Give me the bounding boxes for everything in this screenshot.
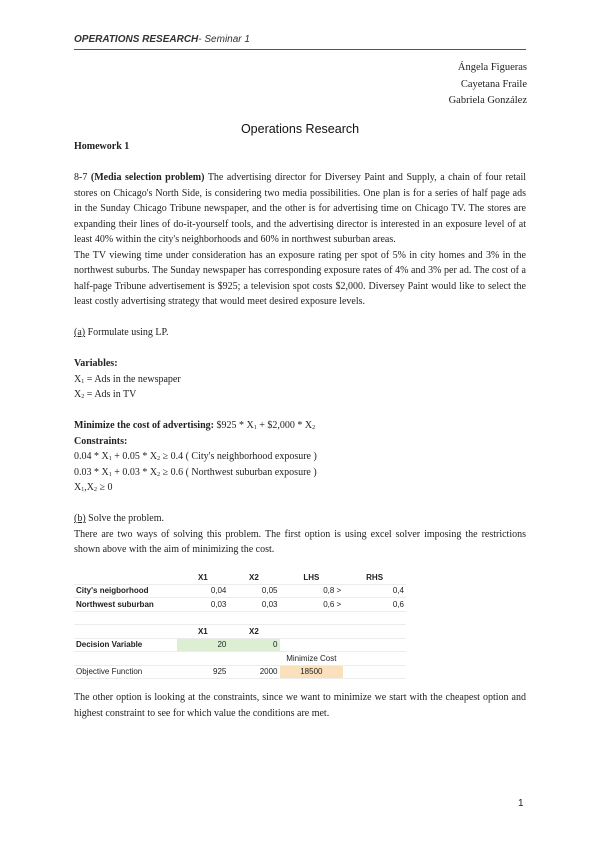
solver-spreadsheet — [74, 571, 406, 679]
author-1: Ángela Figueras — [457, 62, 527, 73]
homework-heading: Homework 1 — [74, 141, 130, 152]
sheet-col-x2: X2 — [228, 571, 279, 584]
sheet-row — [74, 584, 406, 598]
author-3: Gabriela González — [448, 95, 527, 106]
part-a — [74, 325, 526, 341]
sheet-row-label: City's neigborhood — [74, 584, 177, 598]
decision-variable-label: Decision Variable — [74, 638, 177, 652]
minimize-cost-label: Minimize Cost — [280, 652, 344, 666]
document-title: Operations Research — [240, 122, 360, 136]
sheet-row — [74, 598, 406, 612]
problem-text-2: The TV viewing time under consideration has an exposure rating per spot of 5% in city homes and 3% in the northwest suburbs. The Sunday newspaper has corresponding exposure rates of 4% and 3% per ad. The cost of a half-page Tribune advertisement is $925; a television spot costs $2,000. Diversey Paint would like to select the least costly advertising strategy that would meet desired exposure levels. — [74, 249, 526, 307]
sheet-cell: 0,6 — [343, 598, 406, 612]
decision-x2-cell: 0 — [228, 638, 279, 652]
course-name: OPERATIONS RESEARCH — [74, 34, 199, 45]
running-header — [74, 34, 250, 45]
part-b-label: (b) — [74, 513, 86, 524]
decision-x1-cell: 20 — [177, 638, 228, 652]
objective-x1-cell: 925 — [177, 665, 228, 679]
sheet-col-lhs: LHS — [280, 571, 344, 584]
problem-number: 8-7 — [74, 172, 88, 183]
objective-value-cell: 18500 — [280, 665, 344, 679]
closing-section — [74, 690, 526, 721]
part-b-paragraph: There are two ways of solving this problem. The first option is using excel solver imposing the restrictions shown above with the aim of minimizing the cost. — [74, 528, 526, 555]
constraint-1: $0.04 * X_1 + 0.05 * X_2 \ge 0.4$ ( City's neighborhood exposure ) — [74, 451, 317, 462]
sheet-header-row-2 — [74, 625, 406, 639]
objective-function: Minimize the cost of advertising: $925 * $X_1$ + $2,000 * $X_2$ — [74, 420, 316, 431]
sheet-row-label: Northwest suburban — [74, 598, 177, 612]
constraint-2: $0.03 * X_1 + 0.03 * X_2 \ge 0.6$ ( Northwest suburban exposure ) — [74, 466, 317, 478]
sheet-objective-row — [74, 665, 406, 679]
part-a-text: Formulate using LP. — [85, 327, 169, 338]
part-b-paragraph-2: The other option is looking at the constraints, since we want to minimize we start with the cheapest option and highest constraint to see for which value the conditions are met. — [74, 692, 526, 719]
problem-statement — [74, 170, 526, 248]
objective-function-label: Objective Function — [74, 665, 177, 679]
seminar-label: - Seminar 1 — [198, 34, 250, 45]
sheet-cell: 0,4 — [343, 584, 406, 598]
sheet-cell: 0,05 — [228, 584, 279, 598]
problem-heading: (Media selection problem) — [90, 172, 205, 183]
page-number: 1 — [518, 798, 524, 809]
sheet-cell: 0,03 — [228, 598, 279, 612]
sheet-cell: 0,03 — [177, 598, 228, 612]
author-list — [449, 60, 527, 110]
sheet-cell: 0,6 > — [280, 598, 344, 612]
sheet-col-rhs: RHS — [343, 571, 406, 584]
document-body — [74, 139, 526, 558]
variable-x1: $X_1$ = Ads in the newspaper — [74, 373, 181, 385]
sheet-col-x2: X2 — [228, 625, 279, 639]
sheet-col-x1: X1 — [177, 571, 228, 584]
objective-heading: Minimize the cost of advertising: — [74, 420, 214, 431]
constraints-heading: Constraints: — [74, 435, 128, 447]
sheet-cell: 0,8 > — [280, 584, 344, 598]
problem-text: The advertising director for Diversey Paint and Supply, a chain of four retail stores on Chicago's North Side, is considering two media possibilities. One plan is for a series of half page ads in the Sunday Chicago Tribune newspaper, and the other is for advertising time on Chicago TV. The stores are expanding their lines of do-it-yourself tools, and the advertising director is interested in an exposure level of at least 40% within the city's neighborhoods and 60% in northwest suburban areas. — [74, 172, 527, 245]
part-a-label: (a) — [74, 327, 86, 338]
variable-x2: $X_2$ = Ads in TV — [74, 389, 137, 400]
sheet-header-row — [74, 571, 406, 584]
part-b-text: Solve the problem. — [85, 513, 164, 524]
sheet-decision-row — [74, 638, 406, 652]
sheet-cell: 0,04 — [177, 584, 228, 598]
objective-x2-cell: 2000 — [228, 665, 279, 679]
part-b — [74, 511, 526, 527]
constraint-3: $X_1,X_2 \ge 0$ — [74, 482, 113, 493]
sheet-col-x1: X1 — [177, 625, 228, 639]
header-divider — [74, 49, 526, 50]
variables-heading: Variables: — [74, 358, 118, 369]
sheet-minimize-row — [74, 652, 406, 666]
author-2: Cayetana Fraile — [460, 78, 527, 90]
